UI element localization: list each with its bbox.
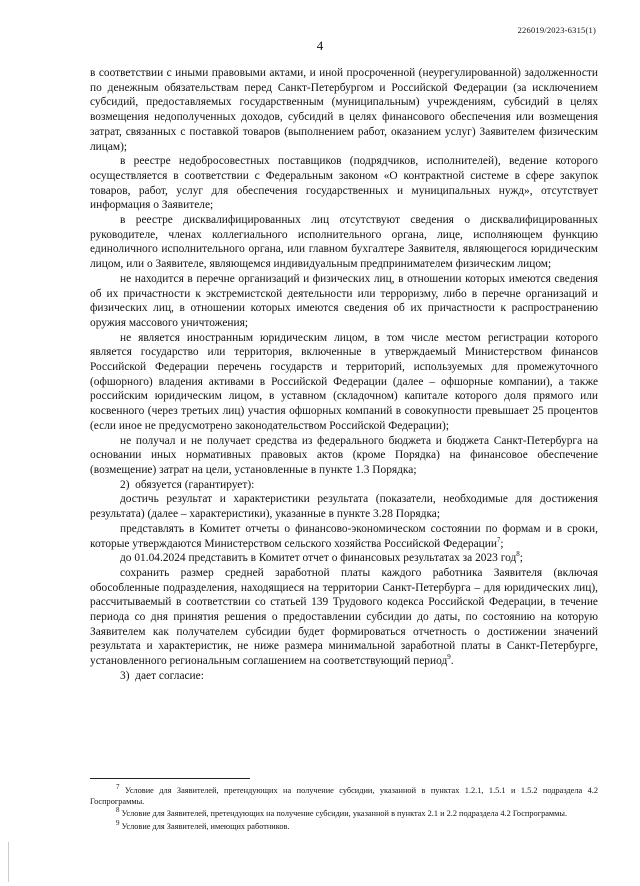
footnote-mark: 8: [116, 806, 120, 815]
document-id: 226019/2023-6315(1): [517, 25, 596, 35]
list-item-heading: 3) дает согласие:: [120, 669, 204, 682]
paragraph: в реестре дисквалифицированных лиц отсутствуют сведения о дисквалифицированных руководителе, членах коллегиального исполнительного органа, лице, исполняющем функцию единоличного исполнительного органа, или главном бухгалтере Заявителя, являющегося юридическим лицом, или о Заявителе, являющемся индивидуальным предпринимателем физическим лицом;: [90, 214, 598, 271]
footnotes: [90, 785, 598, 833]
list-item-heading: 2) обязуется (гарантирует):: [120, 478, 255, 491]
paragraph: не находится в перечне организаций и физических лиц, в отношении которых имеются сведения об их причастности к экстремистской деятельности или терроризму, либо в перечне организаций и физических лиц, в отношении которых имеются сведения об их причастности к распространению оружия массового уничтожения;: [90, 272, 598, 329]
footnote-ref: 7: [496, 535, 501, 544]
footnote: $^7$ Условие для Заявителей, претендующих на получение субсидии, указанной в пунктах 1.2.1, 1.5.1 и 1.5.2 подраздела 4.2 Госпрограммы.: [90, 783, 598, 807]
scan-edge-mark: [8, 842, 9, 882]
paragraph: сохранить размер средней заработной платы каждого работника Заявителя (включая обособленные подразделения, находящиеся на территории Санкт-Петербурга – для юридических лиц), рассчитываемый в соответствии со статьей 139 Трудового кодекса Российской Федерации, в течение периода со дня принятия решения о предоставлении субсидии до даты, по состоянию на которую Заявителем как получателем субсидии будет формироваться отчетность о достижении значений результата и характеристик, не ниже размера минимальной заработной платы в Санкт-Петербурге, установленного региональным соглашением на соответствующий период$^9$.: [90, 566, 598, 668]
footnote: $^8$ Условие для Заявителей, претендующих на получение субсидии, указанной в пунктах 2.1 и 2.2 подраздела 4.2 Госпрограммы.: [116, 806, 568, 819]
paragraph: представлять в Комитет отчеты о финансово-экономическом состоянии по формам и в сроки, которые утверждаются Министерством сельского хозяйства Российской Федерации$^7$;: [90, 522, 598, 550]
document-body: [90, 66, 598, 684]
footnote-ref: 9: [447, 653, 451, 662]
footnote-ref: 8: [516, 550, 520, 559]
paragraph: в соответствии с иными правовыми актами, и иной просроченной (неурегулированной) задолженности по денежным обязательствам перед Санкт-Петербургом и Российской Федерации (за исключением субсидий, предоставляемых государственным (муниципальным) учреждениям, субсидий в целях возмещения недополученных доходов, субсидий в целях финансового обеспечения или возмещения затрат, связанных с поставкой товаров (выполнением работ, оказанием услуг) Заявителем физическим лицам);: [90, 67, 598, 153]
paragraph: до 01.04.2024 представить в Комитет отчет о финансовых результатах за 2023 год$^8$;: [120, 550, 523, 565]
page-number: 4: [316, 38, 324, 53]
footnote-mark: 7: [116, 783, 120, 792]
paragraph: в реестре недобросовестных поставщиков (подрядчиков, исполнителей), ведение которого осуществляется в соответствии с Федеральным законом «О контрактной системе в сфере закупок товаров, работ, услуг для обеспечения государственных и муниципальных нужд», отсутствует информация о Заявителе;: [90, 155, 598, 212]
footnote-divider: [90, 778, 250, 779]
paragraph: не является иностранным юридическим лицом, в том числе местом регистрации которого является государство или территория, включенные в утверждаемый Министерством финансов Российской Федерации перечень государств и территорий, используемых для промежуточного (офшорного) владения активами в Российской Федерации (далее – офшорные компании), а также российским юридическим лицом, в уставном (складочном) капитале которого доля прямого или косвенного (через третьих лиц) участия офшорных компаний в совокупности превышает 25 процентов (если иное не предусмотрено законодательством Российской Федерации);: [90, 331, 598, 432]
paragraph: не получал и не получает средства из федерального бюджета и бюджета Санкт-Петербурга на основании иных нормативных правовых актов (кроме Порядка) на финансовое обеспечение (возмещение) затрат на цели, установленные в пункте 1.3 Порядка;: [90, 434, 598, 476]
paragraph: достичь результат и характеристики результата (показатели, необходимые для достижения результата) (далее – характеристики), указанные в пункте 3.28 Порядка;: [90, 493, 598, 521]
footnote-mark: 9: [116, 818, 120, 827]
footnote: $^9$ Условие для Заявителей, имеющих работников.: [116, 818, 290, 831]
